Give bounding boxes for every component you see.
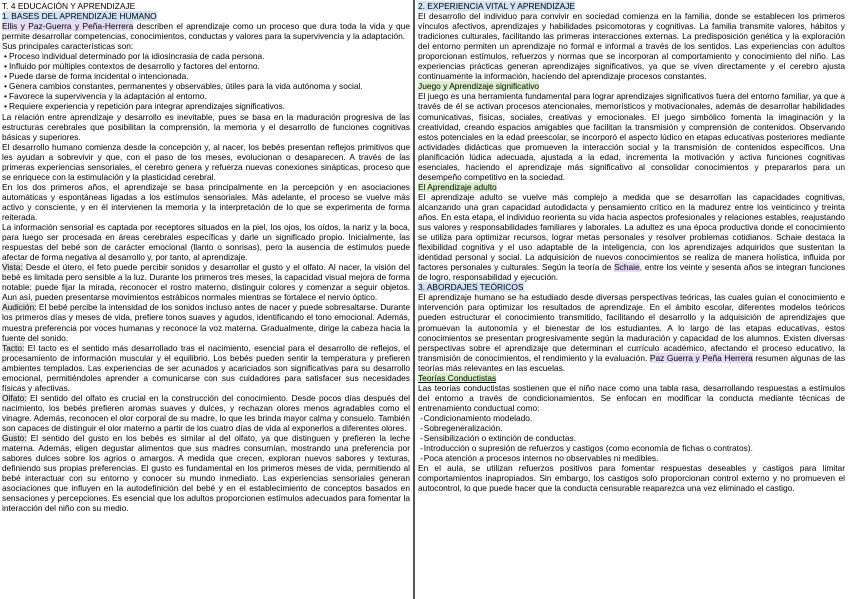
- s2-paragraph: El desarrollo del individuo para convivir en sociedad comienza en la familia, donde se establecen los primeros vínculos afectivos, aprendizajes y habilidades psicomotoras y cognitivas. La familia transmite valores, hábitos y tradiciones culturales, facilitando las primeras interacciones externas. La predisposición genética y la exploración del entorno permiten un aprendizaje no formal e informal a través de los sentidos. Las experiencias con adultos proporcionan estímulos, refuerzos y normas que se incorporan al comportamiento y conocimiento del niño. Las experiencias prácticas generan aprendizajes significativos, ya que se viven directamente y el cerebro ajusta continuamente la información, haciendo del aprendizaje procesos constantes.: [418, 11, 845, 82]
- juego-paragraph: El juego es una herramienta fundamental para lograr aprendizajes significativos fuera del entorno familiar, ya que a través de él se activan procesos atencionales, memorísticos y motivacionales, además de desarrollar habilidades comunicativas, físicas, sociales, creativas y emocionales. El juego simbólico fomenta la imaginación y la creatividad, creando espacios amigables que facilitan la transmisión y comprensión de contenidos. Observando estos potenciales en la edad preescolar, se incorporó el aspecto lúdico en etapas educativas posteriores mediante actividades didácticas que promueven la interacción social y la transmisión de contenidos específicos. Una planificación lúdica adecuada, ajustada a la edad, incrementa la motivación y activa funciones cognitivas esenciales, haciendo el aprendizaje más significativo al consolidar conocimientos y prepararlos para un desempeño competitivo en la sociedad.: [418, 91, 845, 182]
- section-1-heading: 1. BASES DEL APRENDIZAJE HUMANO: [2, 11, 157, 22]
- schaie-author: Schaie: [614, 262, 640, 273]
- list-item: • Requiere experiencia y repetición para integrar aprendizajes significativos.: [2, 101, 410, 111]
- list-item: - Poca atención a procesos internos no observables ni medibles.: [418, 453, 845, 463]
- paragraph-olfato: Olfato: El sentido del olfato es crucial en la construcción del conocimiento. Desde pocos días después del nacimiento, los bebés prefieren aromas suaves y dulces, y rechazan olores menos agradables como el vinagre. Además, reconocen el olor corporal de su madre, lo que les brinda mayor calma y consuelo. También son capaces de distinguir el olor materno a partir de los cuatro días de vida al exponerlos a diferentes olores.: [2, 392, 410, 433]
- conductistas-list: [418, 413, 845, 463]
- paragraph-gusto: Gusto: El sentido del gusto en los bebés es similar al del olfato, ya que distinguen y prefieren la leche materna. Además, eligen degustar alimentos que sus madres consumían, mostrando una preferencia por sabores dulces sobre los agrios o amargos. A medida que crecen, exploran nuevos sabores y texturas, definiendo sus propias preferencias. El gusto es fundamental en los primeros meses de vida, permitiendo al bebé interactuar con su entorno y conocer su mundo inmediato. Las experiencias sensoriales generan asociaciones que influyen en la autodefinición del bebé y en el establecimiento de conceptos basados en sensaciones y percepciones. Es esencial que los adultos proporcionen estímulos adecuados para fomentar la interacción del niño con su medio.: [2, 433, 410, 514]
- left-column: [0, 0, 413, 599]
- section-3-heading: 3. ABORDAJES TEÓRICOS: [418, 282, 524, 293]
- paragraph-desarrollo: El desarrollo humano comienza desde la concepción y, al nacer, los bebés presentan reflejos primitivos que les ayudan a sobrevivir y que, con el paso de los meses, evolucionan o desaparecen. A través de las primeras experiencias sensoriales, el cerebro genera y refuerza nuevas conexiones sinápticas, proceso que se enriquece con la estimulación y la plasticidad cerebral.: [2, 141, 410, 182]
- paragraph-sensorial: La información sensorial es captada por receptores situados en la piel, los ojos, los oídos, la nariz y la boca, para luego ser procesada en áreas cerebrales específicas y darle un significado propio. Inicialmente, las respuestas del bebé son de carácter emocional (llanto o sonrisas), pero la ausencia de estímulos puede afectar de forma negativa al desarrollo y, por tanto, al aprendizaje.: [2, 222, 410, 263]
- list-item: • Influido por múltiples contextos de desarrollo y factores del entorno.: [2, 61, 410, 71]
- paragraph-primeros-anos: En los dos primeros años, el aprendizaje se basa principalmente en la percepción y en asociaciones automáticas y espontáneas ligadas a los estímulos sensoriales. Más adelante, el proceso se vuelve más activo y consciente, y en él intervienen la memoria y la interpretación de lo que se experimenta de forma reiterada.: [2, 181, 410, 222]
- s1-intro: Ellis y Paz-Guerra y Peña-Herrera describen el aprendizaje como un proceso que dura toda la vida y que permite desarrollar competencias, conocimientos, conductas y valores para la supervivencia y la adaptación.: [2, 21, 411, 42]
- adulto-paragraph: El aprendizaje adulto se vuelve más complejo a medida que se desarrollan las capacidades cognitivas, alcanzando una gran capacidad autodidacta y pensamiento crítico en la madurez entre los veinticinco y treinta años. En esta etapa, el individuo reorienta su vida hacia aspectos profesionales y relaciones estables, reajustando sus valores y responsabilidades familiares y laborales. La adultez es una época productiva donde el conocimiento se utiliza para optimizar recursos, lograr metas personales y resolver problemas cotidianos. Schaie destaca la flexibilidad cognitiva y el uso adaptable de la inteligencia, con los aprendizajes adquiridos que sustentan la identidad personal y social. La adquisición de nuevos conocimientos se realiza de manera holística, influida por factores personales y culturales. Según la teoría de Schaie, entre los veinte y sesenta años se integran funciones de logro, responsabilidad y ejecución.: [418, 191, 846, 283]
- paragraph-vista: Vista: Desde el útero, el feto puede percibir sonidos y desarrollar el gusto y el olfato. Al nacer, la visión del bebé es limitada pero sensible a la luz. Durante los primeros tres meses, la capacidad visual mejora de forma notable: puede fijar la mirada, reconocer el rostro materno, distinguir colores y comenzar a seguir objetos. Aun así, pueden presentarse movimientos estrábicos normales mientras se fortalece el nervio óptico.: [2, 262, 410, 303]
- gusto-label: Gusto:: [2, 433, 27, 444]
- list-item: • Puede darse de forma incidental o intencionada.: [2, 71, 410, 81]
- tacto-label: Tacto:: [2, 342, 25, 353]
- conductistas-heading: Teorías Conductistas: [418, 372, 497, 383]
- list-item: • Favorece la supervivencia y la adaptación al entorno.: [2, 91, 410, 101]
- list-item: - Sobregeneralización.: [418, 423, 845, 433]
- s1-authors: Ellis y Paz-Guerra y Peña-Herrera: [2, 21, 134, 32]
- audicion-label: Audición:: [2, 302, 37, 313]
- paragraph-relacion: La relación entre aprendizaje y desarrollo es inevitable, pues se basa en la maduración progresiva de las estructuras cerebrales que posibilitan la comprensión, la memoria y el desarrollo de funciones cognitivas básicas y superiores.: [2, 111, 410, 142]
- s1-characteristics-label: Sus principales características son:: [2, 41, 134, 52]
- vista-label: Vista:: [2, 262, 23, 273]
- s3-authors: Paz Guerra y Peña Herrera: [649, 352, 753, 363]
- list-item: - Condicionamiento modelado.: [418, 413, 845, 423]
- juego-heading: Juego y Aprendizaje significativo: [418, 81, 540, 92]
- paragraph-tacto: Tacto: El tacto es el sentido más desarrollado tras el nacimiento, esencial para el desarrollo de reflejos, el procesamiento de información muscular y el equilibrio. Los bebés pueden sentir la temperatura y prefieren ambientes templados. Las experiencias de ser acunados y acariciados son significativas para su desarrollo emocional, permitiéndoles aprender a comunicarse con sus cuidadores para satisfacer sus necesidades físicas y afectivas.: [2, 342, 410, 393]
- paragraph-audicion: Audición: El bebé percibe la intensidad de los sonidos incluso antes de nacer y puede sobresaltarse. Durante los primeros días y meses de vida, prefiere tonos suaves y agudos, identificando el tono emocional. Además, muestra preferencia por voces humanas y reconoce la voz materna. Gradualmente, dirige la cabeza hacia la fuente del sonido.: [2, 302, 410, 343]
- list-item: - Introducción o supresión de refuerzos y castigos (como economía de fichas o contratos).: [418, 443, 845, 453]
- page-title: T. 4 EDUCACIÓN Y APRENDIZAJE: [2, 1, 136, 11]
- section-2-heading: 2. EXPERIENCIA VITAL Y APRENDIZAJE: [418, 1, 576, 11]
- conductistas-paragraph: Las teorías conductistas sostienen que el niño nace como una tabla rasa, desarrollando respuestas a estímulos del entorno a través de condicionamientos. Se enfocan en modificar la conducta mediante técnicas de entrenamiento conductual como:: [418, 382, 845, 413]
- olfato-label: Olfato:: [2, 392, 27, 403]
- right-column: [416, 0, 848, 599]
- list-item: • Proceso individual determinado por la idiosincrasia de cada persona.: [2, 51, 410, 61]
- s1-bullet-list: [2, 51, 410, 111]
- conductistas-paragraph-2: En el aula, se utilizan refuerzos positivos para fomentar respuestas deseables y castigos para limitar comportamientos inapropiados. Sin embargo, los castigos solo proporcionan control externo y no promueven el autocontrol, lo que puede hacer que la conducta censurable reaparezca una vez eliminado el castigo.: [418, 463, 845, 494]
- adulto-heading: El Aprendizaje adulto: [418, 181, 497, 192]
- s3-paragraph: El aprendizaje humano se ha estudiado desde diversas perspectivas teóricas, las cuales guían el conocimiento e intervención para optimizar los resultados de aprendizaje. En el ámbito escolar, diferentes modelos teóricos pueden estructurar el conocimiento transmitido, facilitando el desarrollo y la adquisición de aprendizajes que promuevan la autonomía y el bienestar de los estudiantes. A lo largo de las etapas educativas, estos conocimientos se presentan progresivamente según la maduración y capacidad de los alumnos. Existen diversas perspectivas sobre el aprendizaje que determinan el currículo académico, afectando el proceso educativo, la transmisión de conocimientos, el rendimiento y la evaluación. Paz Guerra y Peña Herrera resumen algunas de las teorías más relevantes en las escuelas.: [418, 292, 846, 373]
- list-item: • Genera cambios constantes, permanentes y observables, útiles para la vida autónoma y social.: [2, 81, 410, 91]
- list-item: - Sensibilización o extinción de conductas.: [418, 433, 845, 443]
- column-divider: [413, 0, 415, 599]
